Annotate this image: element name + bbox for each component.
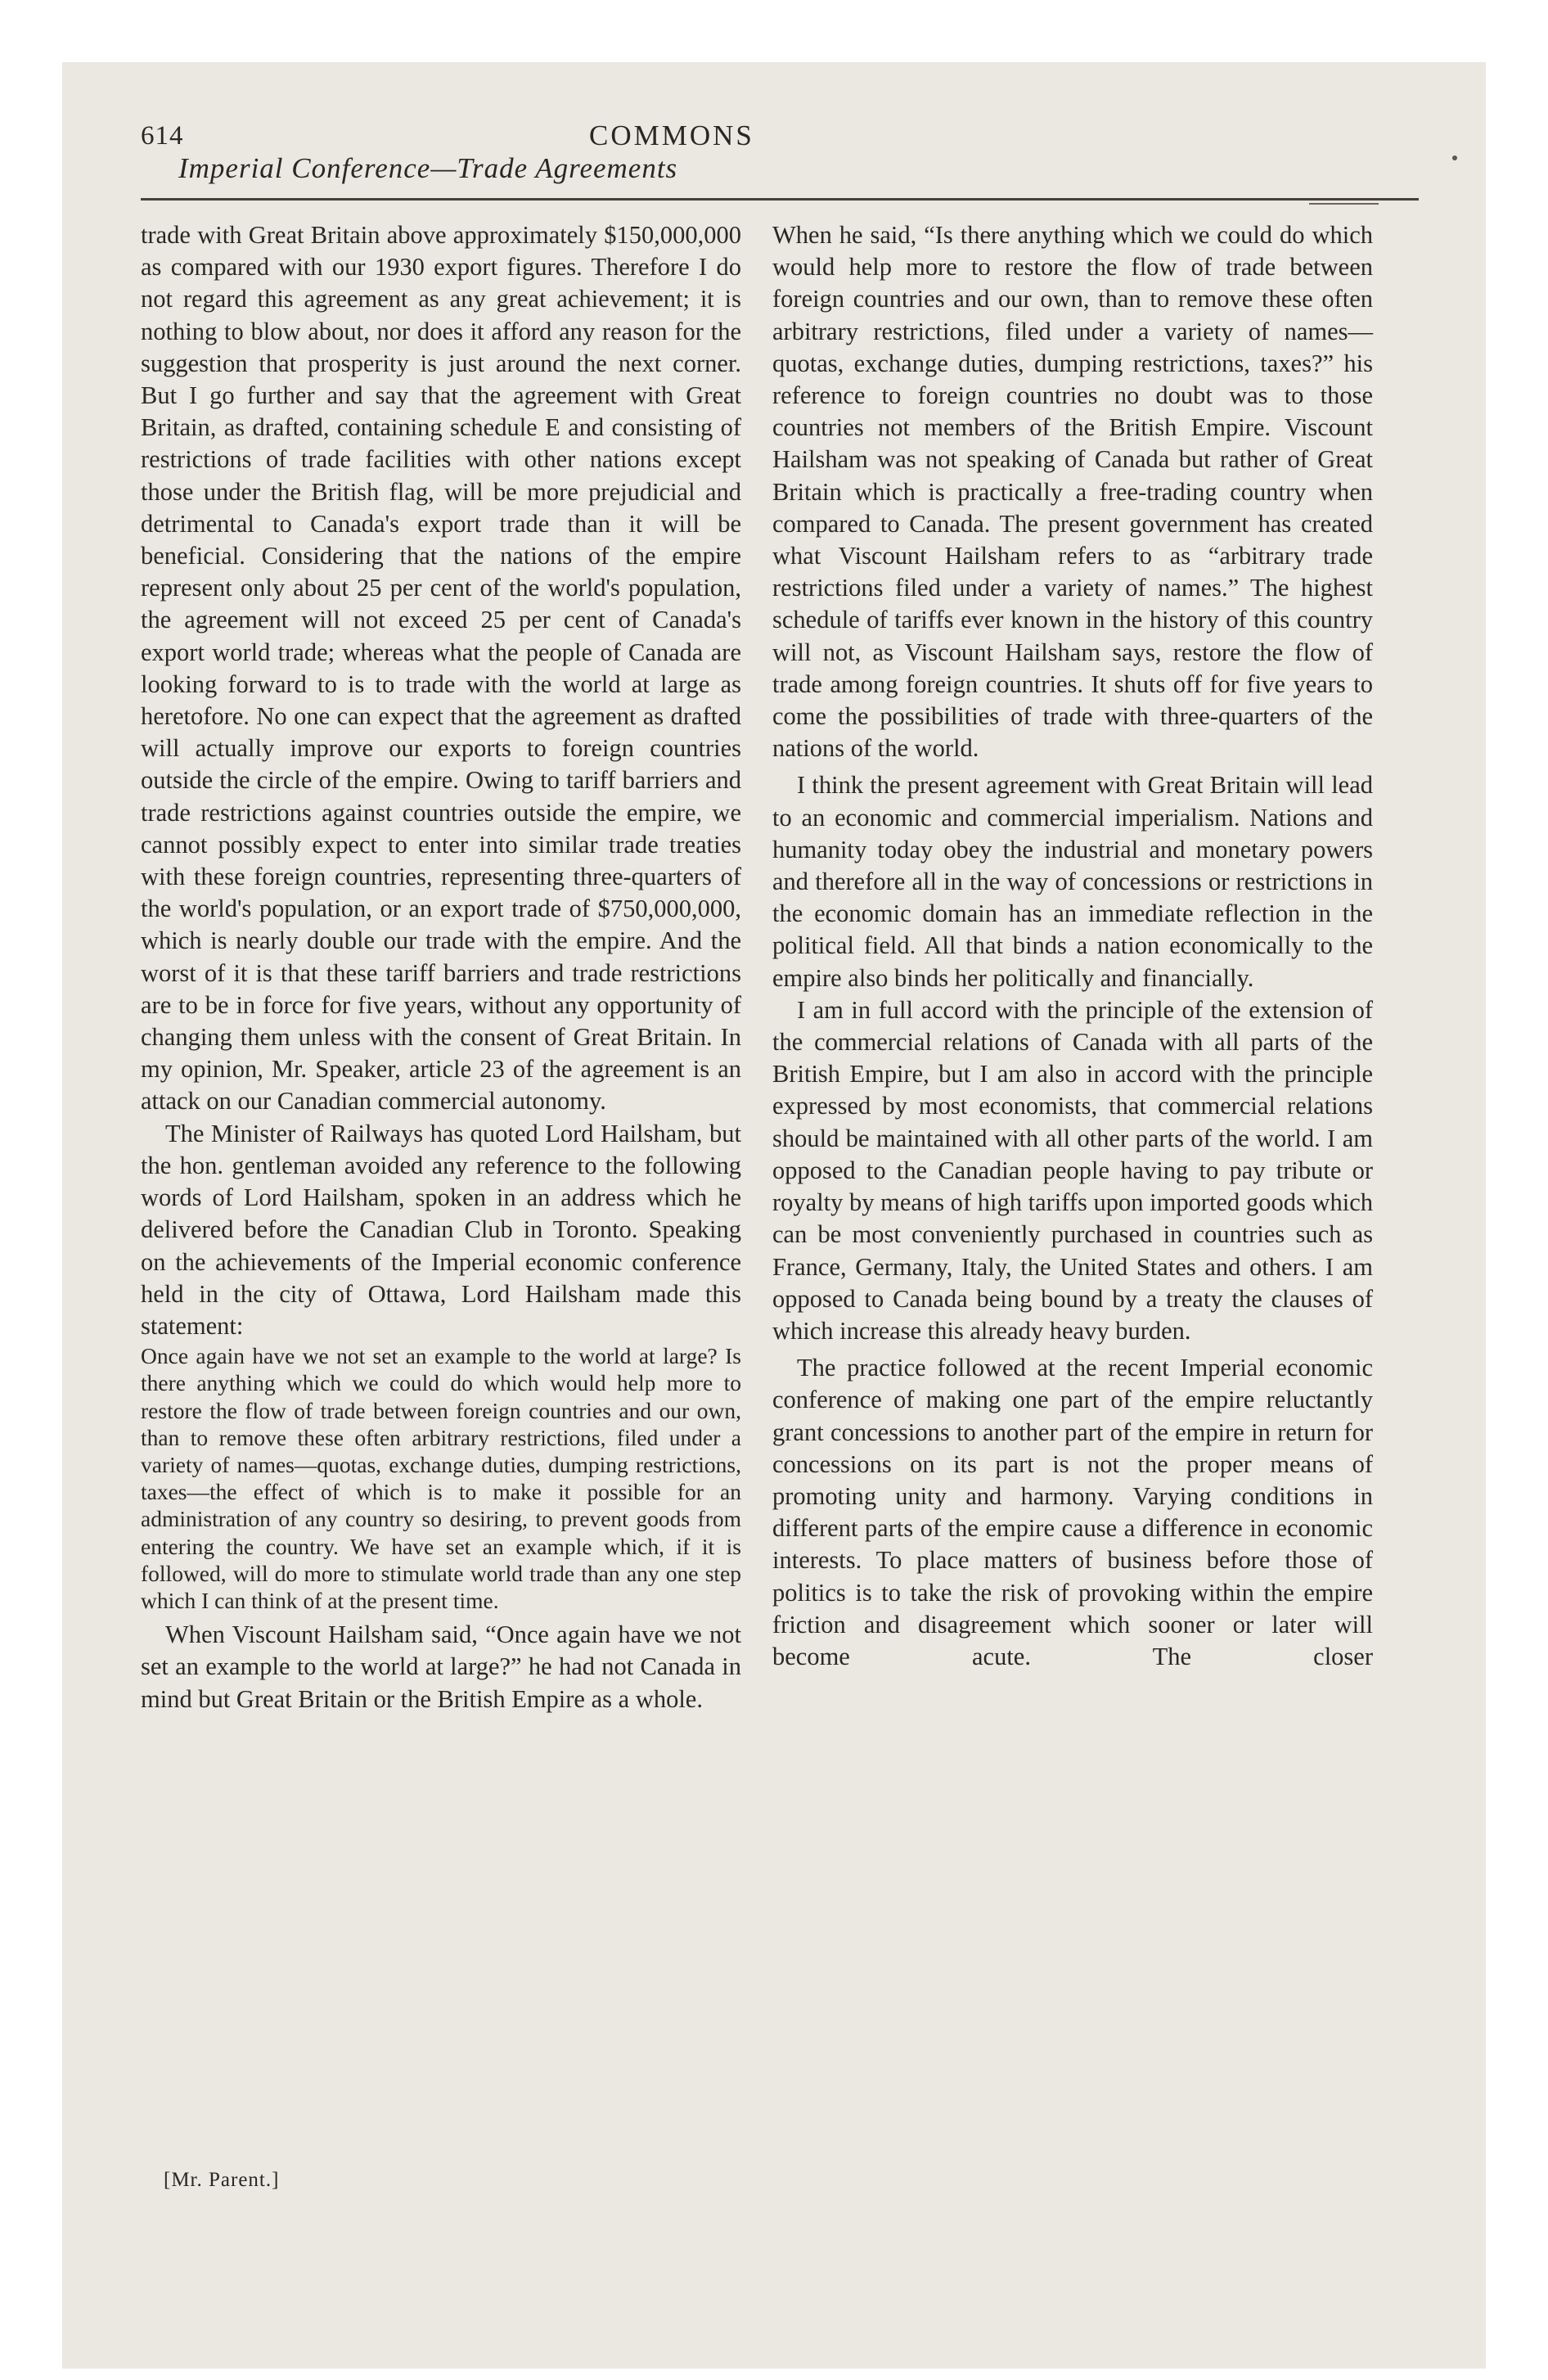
right-paragraph-1: When he said, “Is there anything which we could do which would help more to restore the flow of trade between foreign countries and our own, than to remove these often arbitrary restrictions, filed under a variety of names—quotas, exchange duties, dumping restrictions, taxes?” his reference to foreign countries no doubt was to those countries not members of the British Empire. Viscount Hailsham was not speaking of Canada but rather of Great Britain which is practically a free-trading country when compared to Canada. The present government has created what Viscount Hailsham refers to as “arbitrary trade restrictions filed under a variety of names.” The highest schedule of tariffs ever known in the history of this country will not, as Viscount Hailsham says, restore the flow of trade among foreign countries. It shuts off for five years to come the possibilities of trade with three-quarters of the nations of the world. [772,221,1373,763]
margin-dot [1452,156,1457,160]
page-number: 614 [141,121,184,151]
left-paragraph-3: When Viscount Hailsham said, “Once again have we not set an example to the world at large?” he had not Canada in mind but Great Britain or the British Empire as a whole. [141,1620,741,1713]
left-paragraph-2: The Minister of Railways has quoted Lord Hailsham, but the hon. gentleman avoided any reference to the following words of Lord Hailsham, spoken in an address which he delivered before the Canadian Club in Toronto. Speaking on the achievements of the Imperial economic conference held in the city of Ottawa, Lord Hailsham made this statement: [141,1119,741,1340]
running-head: COMMONS [589,119,754,151]
section-title: Imperial Conference—Trade Agreements [178,152,678,184]
block-quote: Once again have we not set an example to the world at large? Is there anything which we could do which would help more to restore the flow of trade between foreign countries and our own, than to remove these often arbitrary restrictions, filed under a variety of names—quotas, exchange duties, dumping restrictions, taxes—the effect of which is to make it possible for an administration of any country so desiring, to prevent goods from entering the country. We have set an example which, if it is followed, will do more to stimulate world trade than any one step which I can think of at the present time. [141,1343,741,1613]
right-paragraph-3: I am in full accord with the principle of the extension of the commercial relations of Canada with all parts of the British Empire, but I am also in accord with the principle expressed by most economists, that commercial relations should be maintained with all other parts of the world. I am opposed to the Canadian people having to pay tribute or royalty by means of high tariffs upon imported goods which can be most conveniently purchased in countries such as France, Germany, Italy, the United States and others. I am opposed to Canada being bound by a treaty the clauses of which increase this already heavy burden. [772,995,1373,1345]
left-column [141,219,741,1715]
right-column [772,219,1373,1673]
header-rule-tail [1309,203,1379,205]
speaker-note: [Mr. Parent.] [164,2169,280,2191]
left-paragraph-1: trade with Great Britain above approximately $150,000,000 as compared with our 1930 export figures. Therefore I do not regard this agreement as any great achievement; it is nothing to blow about, nor does it afford any reason for the suggestion that prosperity is just around the next corner. But I go further and say that the agreement with Great Britain, as drafted, containing schedule E and consisting of restrictions of trade facilities with other nations except those under the British flag, will be more prejudicial and detrimental to Canada's export trade than it will be beneficial. Considering that the nations of the empire represent only about 25 per cent of the world's population, the agreement will not exceed 25 per cent of Canada's export world trade; whereas what the people of Canada are looking forward to is to trade with the world at large as heretofore. No one can expect that the agreement as drafted will actually improve our exports to foreign countries outside the circle of the empire. Owing to tariff barriers and trade restrictions against countries outside the empire, we cannot possibly expect to enter into similar trade treaties with these foreign countries, representing three-quarters of the world's population, or an export trade of $750,000,000, which is nearly double our trade with the empire. And the worst of it is that these tariff barriers and trade restrictions are to be in force for five years, without any opportunity of changing them unless with the consent of Great Britain. In my opinion, Mr. Speaker, article 23 of the agreement is an attack on our Canadian commercial autonomy. [141,221,741,1116]
right-paragraph-2: I think the present agreement with Great Britain will lead to an economic and commercial imperialism. Nations and humanity today obey the industrial and monetary powers and therefore all in the way of concessions or restrictions in the economic domain has an immediate reflection in the political field. All that binds a nation economically to the empire also binds her politically and financially. [772,771,1373,992]
header-rule [141,198,1419,201]
right-paragraph-4: The practice followed at the recent Imperial economic conference of making one part of the empire reluctantly grant concessions to another part of the empire in return for concessions on its part is not the proper means of promoting unity and harmony. Varying conditions in different parts of the empire cause a difference in economic interests. To place matters of business before those of politics is to take the risk of provoking within the empire friction and disagreement which sooner or later will become acute. The closer [772,1354,1373,1670]
